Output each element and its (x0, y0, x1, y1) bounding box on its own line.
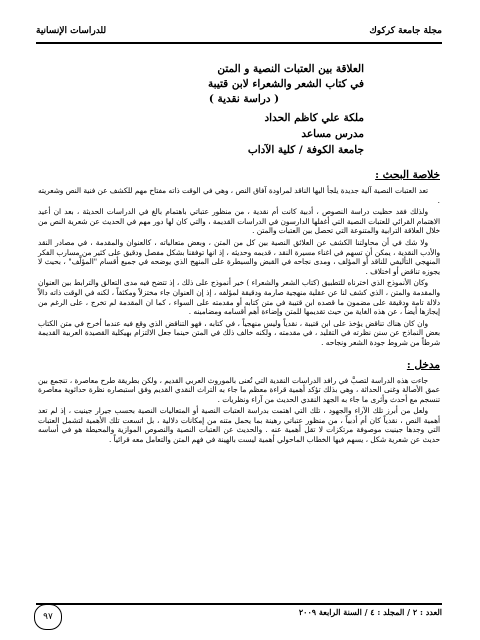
article-title (124, 62, 364, 107)
abstract-paragraph: ولا شك في أن محاولتنا الكشف عن العلائق النصية بين كل من المتن ، وبعض متعالياته ، كالعنوان والمقدمة ، في مصادر النقد والأدب النقدية ، يمكن أن تسهم في اغناء مسيرة النقد ، قديمه وحديثه ، إذ انها توفقنا بشكل مفصل ودقيق على كثير من مسارب الفكر المنهجي التأليفي للناقد أو المؤلف ، ومدى نجاحه في القبض والسيطرة على المنهج الذي يوضحه في جميع أقسام "المؤلَّف" ، بحيث لا يجوزه تناقض أو اختلاف . (38, 237, 440, 276)
intro-paragraph: ولعل من أبرز تلك الآراء والجهود ، تلك التي اهتمت بدراسة العتبات النصية أو المتعاليات النصية بحسب جيرار جينيت ، إذ لم تعد أهمية النص ، نقدياً كان أم أدبياً ، من منظور عتباتي رهينة بما يحمل متنه من إمكانات دلالية ، بل اتسعت تلك الأهمية لتشمل العتبات التي وجدها جينيت موصوفة مرتكزات لا تقل أهمية عنه . والحديث عن العتبات النصية والنصوص الموازية والمحيطة هو في أساسه حديث عن شعرية شكل ، يسهم فيها الخطاب الماحولي أهمية ليست بالهينة في فهم المتن والتعامل معه قرائياً . (38, 406, 440, 445)
title-line-3: ( دراسة نقدية ) (208, 93, 280, 105)
journal-name: مجلة جامعة كركوك (369, 26, 442, 36)
footer-rule (36, 603, 442, 605)
author-block (124, 110, 364, 158)
author-rank: مدرس مساعد (301, 128, 364, 140)
intro-paragraph: جاءت هذه الدراسة لتصبَّ في رافد الدراسات النقدية التي تُعنى بالموروث العربي القديم ، ولكن بطريقة طرح معاصرة ، تنجمع بين عمق الأصالة وغنى الحداثة ، وهي بذلك تؤكد أهمية قراءة معظم ما جاء به التراث النقدي القديم وفق استبصاره نظرة حداثوية معاصرة تنسجم مع أحدث وأثرى ما جاء به الجهد النقدي الحديث من آراء ونظريات . (38, 375, 440, 404)
intro-heading: مدخل : (406, 358, 440, 371)
running-header (36, 26, 442, 40)
section-gap (38, 350, 440, 358)
page-number: ٩٧ (34, 604, 62, 630)
author-affiliation: جامعة الكوفة / كلية الآداب (247, 144, 364, 156)
abstract-paragraph: وان كان هناك تناقض يؤخذ على ابن قتيبة ، نقدياً وليس منهجياً ، في كتابه ، فهو التناقض الذي وقع فيه عندما أخرج في متن الكتاب بعض النماذج عن سنن نظرته في التقليد ، في مقدمته ، ولكنه خالف ذلك في المتن حينما جعل الالتزام بهيكلية القصيدة العربية القديمة شرطاً من شروط جودة الشعر ونجاحه . (38, 318, 440, 347)
abstract-paragraph: وكان الأنموذج الذي اخترناه للتطبيق (كتاب الشعر والشعراء ) خير أنموذج على ذلك ، إذ تتضح فيه مدى التعالق والترابط بين العنوان والمقدمة والمتن ، الذي كشف لنا عن عقلية منهجية صارمة ودقيقة لمؤلفه ، إذ إن العنوان جاء مختزلاً ومكثفاً ، لكنه في الوقت ذاته دالاً دلالة تامة ودقيقة على مضمون ما قصده ابن قتيبة في متن كتابه أو مقدمته على السواء ، كما ان المقدمة لم تخرج ، على الرغم من إيجازها أيضاً ، عن هذه الغاية من حيث تقديمها للمتن وإضاءة أهم أقسامه ومضامينه . (38, 278, 440, 317)
abstract-paragraph: ولذلك فقد حظيت دراسة النصوص ، أدبية كانت أم نقدية ، من منظور عتباتي باهتمام بالغ في الدراسات الحديثة ، بعد ان أعيد الاهتمام القرائي للعتبات النصية التي أغفلها الدارسون في الدراسات القديمة ، والتي كان لها دور مهم في الحديث عن شعرية النص من خلال العلاقة الترابية والمتنوعة التي تحصل بين العتبات والمتن . (38, 207, 440, 236)
header-rule (36, 42, 442, 44)
author-name: ملكة علي كاظم الحداد (264, 112, 364, 124)
body-text (38, 168, 440, 447)
title-line-2: في كتاب الشعر والشعراء لابن قتيبة (208, 78, 364, 90)
abstract-heading: خلاصة البحث : (375, 169, 440, 181)
issue-info: العدد : ٢ / المجلد : ٤ / السنة الرابعة ٢٠٠٩ (298, 607, 442, 617)
journal-section: للدراسات الإنسانية (36, 26, 107, 36)
abstract-paragraph: تعد العتبات النصية آلية جديدة يلجأ اليها الناقد لمراودة آفاق النص ، وهي في الوقت ذاته مفتاح مهم للكشف عن فنية النص وشعريته . (38, 186, 440, 205)
title-line-1: العلاقة بين العتبات النصية و المتن (217, 63, 364, 75)
